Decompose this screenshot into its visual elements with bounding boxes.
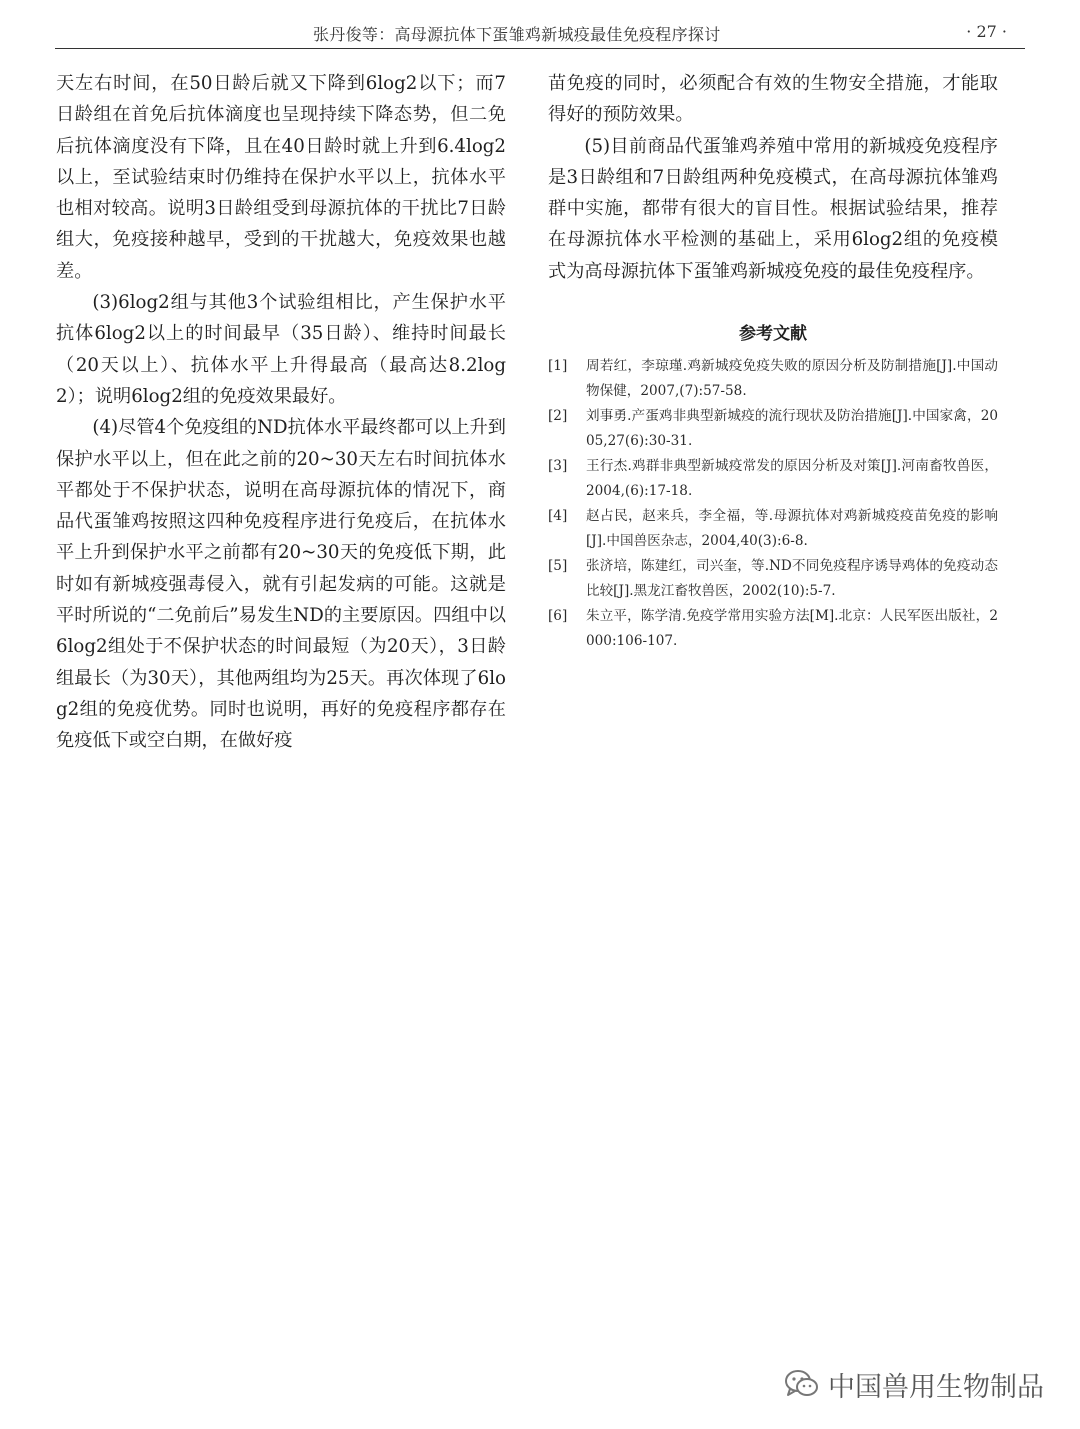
- wechat-icon: [784, 1368, 820, 1400]
- reference-number: [4]: [548, 508, 568, 525]
- watermark: [784, 1362, 1044, 1406]
- paragraph-conclusion-4: (4)尽管4个免疫组的ND抗体水平最终都可以上升到保护水平以上，但在此之前的20~30天左右时间抗体水平都处于不保护状态，说明在高母源抗体的情况下，商品代蛋雏鸡按照这四种免疫程序进行免疫后，在抗体水平上升到保护水平之前都有20~30天的免疫低下期，此时如有新城疫强毒侵入，就有引起发病的可能。这就是平时所说的“二免前后”易发生ND的主要原因。四组中以6log2组处于不保护状态的时间最短（为20天），3日龄组最长（为30天），其他两组均为25天。再次体现了6log2组的免疫优势。同时也说明，再好的免疫程序都存在免疫低下或空白期，在做好疫: [56, 417, 506, 752]
- reference-item: [548, 504, 998, 554]
- reference-text: 张济培，陈建红，司兴奎，等.ND不同免疫程序诱导鸡体的免疫动态比较[J].黑龙江畜牧兽医，2002(10):5-7.: [586, 558, 998, 600]
- references-heading: 参考文献: [739, 324, 807, 345]
- left-column: [56, 68, 506, 757]
- reference-item: [548, 554, 998, 604]
- reference-number: [6]: [548, 608, 568, 625]
- page-number: · 27 ·: [966, 22, 1007, 41]
- paragraph-continued: 天左右时间，在50日龄后就又下降到6log2以下；而7日龄组在首免后抗体滴度也呈现持续下降态势，但二免后抗体滴度没有下降，且在40日龄时就上升到6.4log2以上，至试验结束时仍维持在保护水平以上，抗体水平也相对较高。说明3日龄组受到母源抗体的干扰比7日龄组大，免疫接种越早，受到的干扰越大，免疫效果也越差。: [56, 73, 506, 282]
- reference-number: [5]: [548, 558, 568, 575]
- reference-number: [1]: [548, 358, 568, 375]
- reference-item: [548, 604, 998, 654]
- reference-text: 刘事勇.产蛋鸡非典型新城疫的流行现状及防治措施[J].中国家禽，2005,27(6):30-31.: [586, 408, 998, 450]
- paragraph-conclusion-5: (5)目前商品代蛋雏鸡养殖中常用的新城疫免疫程序是3日龄组和7日龄组两种免疫模式，在高母源抗体雏鸡群中实施，都带有很大的盲目性。根据试验结果，推荐在母源抗体水平检测的基础上，采用6log2组的免疫模式为高母源抗体下蛋雏鸡新城疫免疫的最佳免疫程序。: [548, 135, 998, 282]
- reference-number: [2]: [548, 408, 568, 425]
- reference-text: 赵占民，赵来兵，李全福，等.母源抗体对鸡新城疫疫苗免疫的影响[J].中国兽医杂志，2004,40(3):6-8.: [586, 508, 998, 550]
- reference-text: 周若红，李琼瑾.鸡新城疫免疫失败的原因分析及防制措施[J].中国动物保健，2007,(7):57-58.: [586, 358, 998, 400]
- reference-item: [548, 354, 998, 404]
- references-list: [548, 354, 998, 654]
- reference-number: [3]: [548, 458, 568, 475]
- reference-text: 朱立平，陈学清.免疫学常用实验方法[M].北京：人民军医出版社，2000:106-107.: [586, 608, 998, 650]
- reference-item: [548, 454, 998, 504]
- right-column: [548, 68, 998, 654]
- running-title: 张丹俊等：高母源抗体下蛋雏鸡新城疫最佳免疫程序探讨: [313, 25, 721, 44]
- reference-item: [548, 404, 998, 454]
- paragraph-continued-right: 苗免疫的同时，必须配合有效的生物安全措施，才能取得好的预防效果。: [548, 73, 998, 126]
- reference-text: 王行杰.鸡群非典型新城疫常发的原因分析及对策[J].河南畜牧兽医，2004,(6):17-18.: [586, 458, 998, 500]
- watermark-text: 中国兽用生物制品: [828, 1371, 1044, 1403]
- page-header: [55, 18, 1025, 49]
- paragraph-conclusion-3: (3)6log2组与其他3个试验组相比，产生保护水平抗体6log2以上的时间最早（35日龄）、维持时间最长（20天以上）、抗体水平上升得最高（最高达8.2log2）；说明6log2组的免疫效果最好。: [56, 292, 506, 407]
